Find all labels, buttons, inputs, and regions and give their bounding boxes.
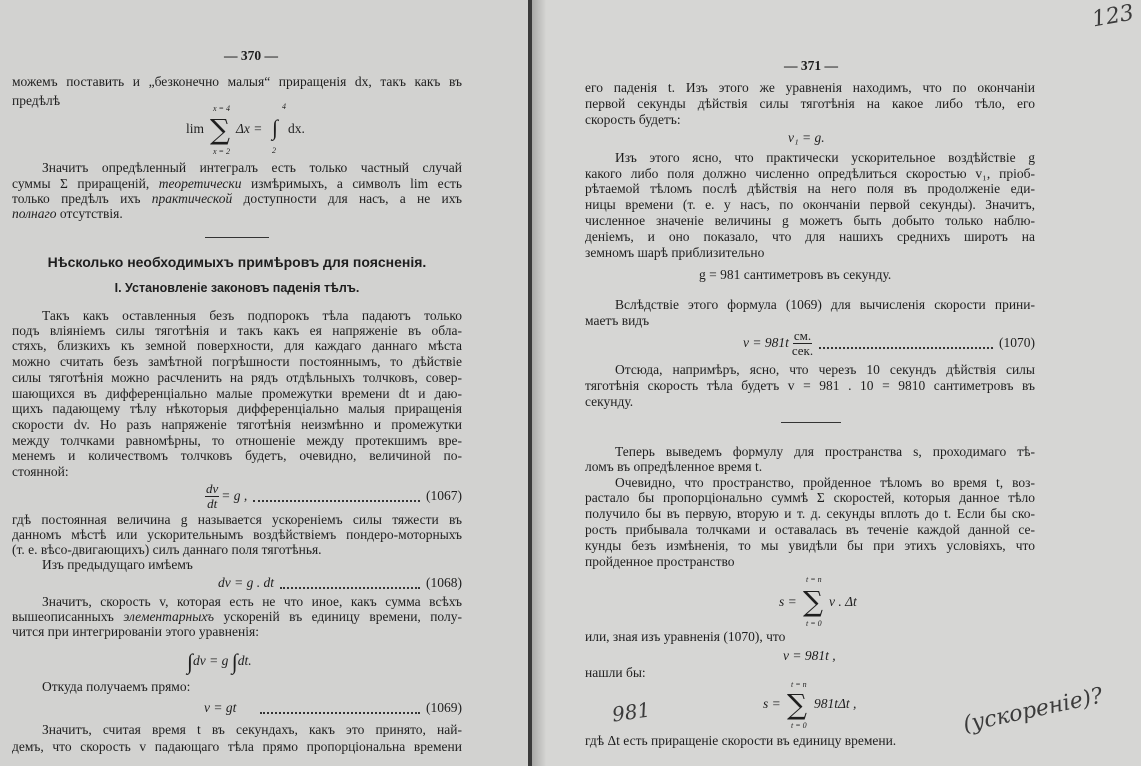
section-subheading: I. Установленіе законовъ паденія тѣлъ. (114, 281, 360, 295)
text-line: Значитъ опредѣленный интегралъ есть только частный случай (42, 160, 462, 175)
equation-number: (1068) (426, 575, 462, 590)
text-line: можно считать безъ замѣтной погрѣшности постояннымъ, то дѣйствіе (12, 354, 462, 369)
text-line: демъ, что скорость v падающаго тѣла прямо пропорціональна времени (12, 739, 462, 754)
text-line: между толчками равномѣрны, то отношеніе между протекшимъ вре- (12, 433, 462, 448)
denominator: dt (207, 495, 218, 511)
integral-symbol: ∫ (231, 649, 238, 674)
sigma-symbol: ∑ (803, 585, 823, 618)
denominator: сек. (791, 342, 814, 358)
text-line: Очевидно, что пространство, пройденное тѣломъ во время t, воз- (615, 475, 1035, 490)
text-line: рѣтаемой тѣломъ послѣ дѣйствія на него поля въ продолженіе еди- (585, 181, 1035, 196)
text-line: численное значеніе величины g можетъ быть добыто только наблю- (585, 213, 1035, 228)
text-line: можемъ поставить и „безконечно малыя“ приращенія dx, такъ какъ въ (12, 74, 462, 89)
text-line (12, 191, 462, 206)
page-number-left: — 370 — (224, 48, 278, 63)
equation-lhs: dv = g (193, 653, 229, 668)
equation-number: (1067) (426, 488, 462, 503)
text-line: гдѣ постоянная величина g называется ускореніемъ силы тяжести въ (12, 512, 462, 527)
sum-upper-limit: t = n (791, 680, 807, 689)
sigma-symbol: ∑ (787, 688, 807, 721)
text-line: чится при интегрированіи этого уравненія: (12, 624, 259, 639)
sum-term: Δx = (236, 121, 263, 136)
text-line: скорости dv. Но разъ напряженіе тяготѣнія неизмѣнно и промежутки (12, 417, 462, 432)
section-divider (781, 422, 841, 423)
text-line: Такъ какъ оставленныя безъ подпорокъ тѣла падаютъ только (42, 308, 462, 323)
dot-leader (260, 702, 420, 714)
text-line: стяхъ, близкихъ къ земной поверхности, для каждаго даннаго мѣста (12, 338, 462, 353)
italic-word: практической (151, 191, 233, 206)
sum-upper-limit: x = 4 (213, 104, 230, 113)
integral-symbol: ∫ (272, 115, 279, 140)
handwritten-margin-note: (ускореніе)? (960, 683, 1106, 738)
handwritten-margin-number: 981 (610, 697, 652, 727)
text-line: первой секунды дѣйствія силы тяготѣнія на какое либо тѣло, его (585, 96, 1035, 111)
section-heading: Нѣсколько необходимыхъ примѣровъ для поясненія. (47, 254, 427, 270)
equation-expression: dv = g . dt (218, 575, 274, 590)
text-line: ломъ въ опредѣленное время t. (585, 459, 763, 474)
text-line (12, 176, 462, 191)
text-segment: отсутствія. (56, 206, 123, 221)
italic-word: теоретически (158, 176, 242, 191)
text-line: Вслѣдствіе этого формула (1069) для вычисленія скорости прини- (615, 297, 1035, 312)
integrand: dx. (288, 121, 305, 136)
text-line: Значитъ, считая время t въ секундахъ, какъ это принято, най- (42, 722, 462, 737)
text-segment: ускореній въ единицу времени, полу- (214, 609, 462, 624)
integral-lower-limit: 2 (272, 146, 276, 155)
text-line: Откуда получаемъ прямо: (42, 679, 191, 694)
equation-v-981t: v = 981t , (783, 648, 836, 663)
equation-1067 (205, 482, 462, 510)
text-line: Отсюда, напримѣръ, ясно, что черезъ 10 секундъ дѣйствія силы (615, 362, 1035, 377)
sum-lhs: s = (779, 594, 797, 609)
sum-lhs: s = (763, 696, 781, 711)
integral-symbol: ∫ (187, 649, 194, 674)
equation-lhs: v = 981t (743, 335, 789, 350)
text-line: силы тяготѣнія можно расчленить на рядъ отдѣльныхъ толчковъ, совер- (12, 370, 462, 385)
equation-rhs: dt. (237, 653, 252, 668)
text-line: предѣлѣ (12, 93, 61, 108)
equation-number: (1070) (999, 335, 1035, 350)
sigma-symbol: ∑ (210, 113, 230, 146)
handwritten-folio-number: 123 (1090, 0, 1136, 33)
text-line: щихъ падающему тѣлу нѣкоторыя дифференціально малыя приращенія (12, 401, 462, 416)
numerator: см. (793, 327, 812, 343)
text-line: получило бы въ первую, вторую и т. д. секунды вплоть до t. Если бы ско- (585, 506, 1035, 521)
text-line: растало бы пропорціонально суммѣ Σ скоростей, которыя данное тѣло (585, 490, 1035, 505)
text-line: рость прибывала толчками и оставалась въ теченіе каждой данной се- (585, 522, 1035, 537)
equation-1068 (218, 575, 462, 591)
text-line: скорость будетъ: (585, 112, 681, 127)
text-segment: суммы Σ приращеній, (12, 176, 159, 191)
italic-word: полнаго (12, 206, 57, 221)
text-line: его паденія t. Изъ этого же уравненія находимъ, что по окончаніи (585, 80, 1035, 95)
text-line: Значитъ, скорость v, которая есть не что иное, какъ сумма всѣхъ (42, 594, 462, 609)
text-line (12, 206, 123, 221)
text-line: секунду. (585, 394, 634, 409)
dot-leader (280, 577, 420, 589)
sum-lower-limit: t = 0 (806, 619, 822, 628)
text-line (12, 609, 462, 624)
text-line: Изъ предыдущаго имѣемъ (42, 557, 193, 572)
dot-leader (253, 490, 420, 502)
equation-number: (1069) (426, 700, 462, 715)
integral-upper-limit: 4 (282, 102, 286, 111)
text-line: стоянной: (12, 464, 69, 479)
integral-equation (187, 648, 252, 674)
text-line: (т. е. вѣсо-двигающихъ) силъ даннаго поля тяготѣнья. (12, 542, 322, 557)
equation-rhs: = g , (221, 488, 248, 503)
text-line: Изъ этого ясно, что практически ускорительное воздѣйствіе g (615, 150, 1035, 165)
sum-term: 981tΔt , (814, 696, 857, 711)
text-line: гдѣ Δt есть приращеніе скорости въ единицу времени. (585, 733, 897, 748)
text-line: кунды безъ измѣненія, то мы увидѣли бы при этихъ условіяхъ, что (585, 538, 1035, 553)
text-line: менемъ и количествомъ толчковъ будетъ, очевидно, величиной по- (12, 448, 462, 463)
text-line: шающихся въ дифференціально малые промежутки времени dt и даю- (12, 386, 462, 401)
text-line: подъ вліяніемъ силы тяготѣнія и такъ какъ ея напряженіе въ обла- (12, 323, 462, 338)
fraction (205, 482, 219, 511)
text-line: маетъ видъ (585, 313, 650, 328)
equation-1070 (743, 328, 1035, 358)
gutter-shadow (532, 0, 546, 766)
lim-label: lim (186, 121, 205, 136)
page-number-right: — 371 — (784, 58, 838, 73)
sum-lower-limit: x = 2 (213, 147, 230, 156)
text-line: Теперь выведемъ формулу для пространства s, проходимаго тѣ- (615, 444, 1035, 459)
text-line: пройденное пространство (585, 554, 735, 569)
equation-expression: v = gt (204, 700, 237, 715)
text-line: земномъ шарѣ приблизительно (585, 245, 765, 260)
sum-upper-limit: t = n (806, 575, 822, 584)
section-divider (205, 237, 269, 238)
text-line: деніемъ, и оно показало, что для нашихъ среднихъ широтъ на (585, 229, 1035, 244)
italic-word: элементарныхъ (123, 609, 215, 624)
dot-leader (819, 337, 993, 349)
text-line: или, зная изъ уравненія (1070), что (585, 629, 786, 644)
text-line: какого либо поля должно численно опредѣлиться скоростью v₁, пріоб- (585, 166, 1035, 181)
numerator: dv (206, 480, 219, 496)
text-segment: вышеописанныхъ (12, 609, 124, 624)
text-line: ницы времени (т. е. у насъ, по окончаніи первой секунды). Значитъ, (585, 197, 1035, 212)
sum-term: v . Δt (829, 594, 857, 609)
equation-v1: v₁ = g. (788, 130, 825, 145)
equation-g-value: g = 981 сантиметровъ въ секунду. (699, 267, 892, 282)
text-segment: только предѣлъ ихъ (12, 191, 152, 206)
sum-lower-limit: t = 0 (791, 721, 807, 730)
equation-1069 (204, 700, 462, 716)
text-segment: измѣримыхъ, а символъ lim есть (241, 176, 462, 191)
text-line: тяготѣнія скорость тѣла будетъ v = 981 . 10 = 9810 сантиметровъ въ (585, 378, 1035, 393)
text-line: нашли бы: (585, 665, 646, 680)
text-line: данномъ мѣстѣ или ускорительнымъ воздѣйствіемъ пондеро-моторныхъ (12, 527, 462, 542)
units-fraction (792, 329, 813, 358)
text-segment: доступности для насъ, а не ихъ (232, 191, 462, 206)
